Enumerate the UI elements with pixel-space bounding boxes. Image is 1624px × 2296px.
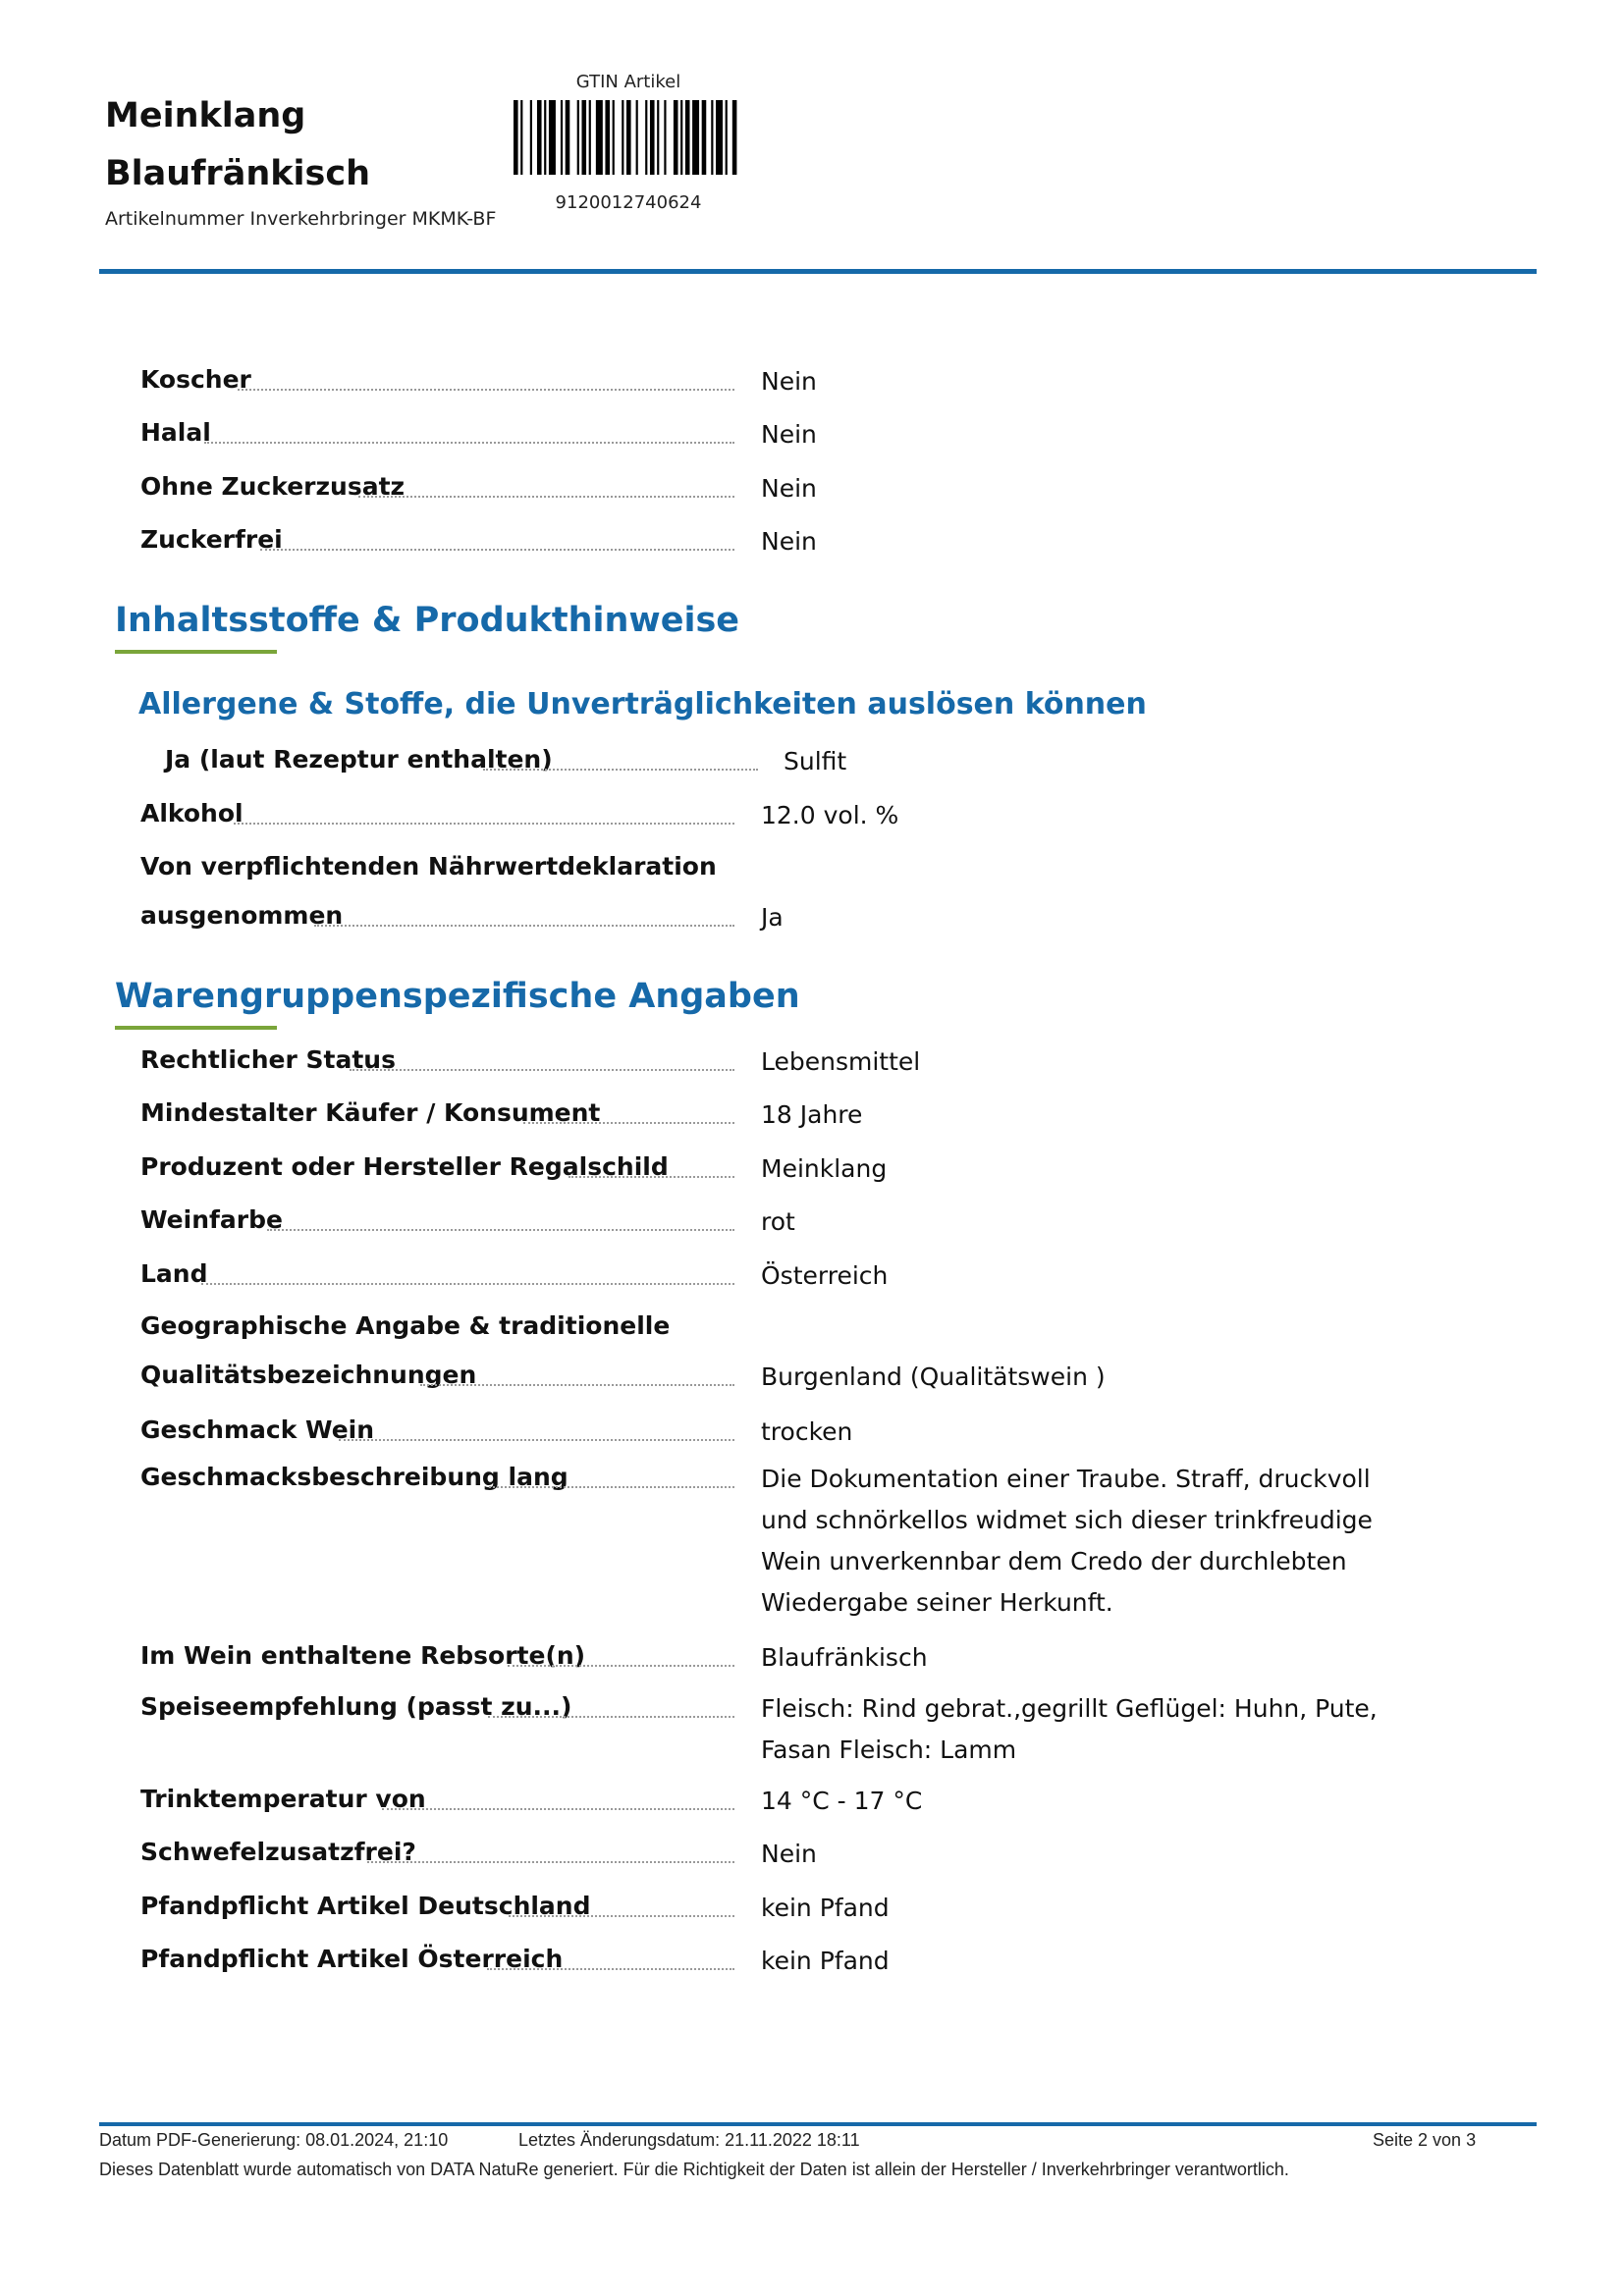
field-label: Halal	[140, 418, 211, 447]
field-row-min-age	[0, 1095, 1624, 1144]
field-value: 18 Jahre	[761, 1100, 863, 1129]
field-label: Mindestalter Käufer / Konsument	[140, 1098, 601, 1127]
leader-dots	[367, 1861, 734, 1863]
barcode-image	[514, 100, 739, 175]
subsection-title-allergens: Allergene & Stoffe, die Unverträglichkeiten auslösen können	[138, 687, 1147, 721]
barcode-bar	[626, 100, 631, 175]
field-label-line2: ausgenommen	[140, 901, 344, 930]
barcode-bar	[711, 100, 713, 175]
barcode-bar	[537, 100, 542, 175]
field-value: Nein	[761, 527, 817, 556]
field-label: Land	[140, 1259, 208, 1288]
field-value: kein Pfand	[761, 1947, 890, 1975]
barcode-bar	[561, 100, 563, 175]
leader-dots	[267, 1229, 734, 1231]
barcode-bar	[581, 100, 586, 175]
leader-dots	[358, 496, 734, 498]
field-label: Speiseempfehlung (passt zu...)	[140, 1692, 572, 1721]
field-row-country	[0, 1255, 1624, 1305]
field-label: Koscher	[140, 365, 251, 394]
field-value-line4: Wiedergabe seiner Herkunft.	[761, 1588, 1113, 1617]
footer-divider	[99, 2122, 1537, 2126]
field-label: Schwefelzusatzfrei?	[140, 1838, 416, 1866]
field-value: 12.0 vol. %	[761, 801, 899, 829]
field-label: Pfandpflicht Artikel Österreich	[140, 1945, 564, 1973]
field-label: Alkohol	[140, 799, 244, 828]
section-title-ingredients: Inhaltsstoffe & Produkthinweise	[115, 601, 740, 640]
field-value-line2: und schnörkellos widmet sich dieser trinkfreudige	[761, 1506, 1373, 1534]
section-underline	[115, 650, 277, 654]
field-value: Blaufränkisch	[761, 1643, 928, 1672]
field-row-zuckerfrei	[0, 521, 1624, 570]
barcode-bar	[566, 100, 570, 175]
leader-dots	[488, 1716, 734, 1718]
field-value: Nein	[761, 367, 817, 396]
barcode-bar	[577, 100, 579, 175]
field-label-line2: Qualitätsbezeichnungen	[140, 1361, 477, 1389]
field-value-line1: Fleisch: Rind gebrat.,gegrillt Geflügel: Huhn, Pute,	[761, 1694, 1378, 1723]
field-label-line1: Geographische Angabe & traditionelle	[140, 1311, 671, 1340]
leader-dots	[260, 549, 734, 551]
footer-disclaimer: Dieses Datenblatt wurde automatisch von DATA NatuRe generiert. Für die Richtigkeit der Daten ist allein der Hersteller / Inverkehrbringer verantwortlich.	[99, 2160, 1289, 2179]
field-value-line2: Fasan Fleisch: Lamm	[761, 1735, 1017, 1764]
barcode-bar	[589, 100, 591, 175]
field-label: Trinktemperatur von	[140, 1785, 426, 1813]
leader-dots	[489, 1486, 734, 1488]
field-row-food-pairing	[0, 1688, 1624, 1777]
footer-generation-date: Datum PDF-Generierung: 08.01.2024, 21:10	[99, 2130, 449, 2150]
gtin-label: GTIN Artikel	[575, 72, 681, 92]
barcode-bar	[549, 100, 556, 175]
field-label: Ohne Zuckerzusatz	[140, 472, 406, 501]
leader-dots	[201, 1283, 734, 1285]
field-value: Burgenland (Qualitätswein )	[761, 1362, 1106, 1391]
barcode-bar	[596, 100, 603, 175]
field-row-nutrition-exempt	[0, 848, 1624, 946]
barcode-bar	[613, 100, 615, 175]
barcode-bar	[680, 100, 682, 175]
field-row-koscher	[0, 361, 1624, 410]
field-row-allergens	[0, 741, 1624, 790]
field-row-legal-status	[0, 1041, 1624, 1091]
field-value: Sulfit	[784, 747, 847, 775]
field-value: 14 °C - 17 °C	[761, 1787, 923, 1815]
field-value: Meinklang	[761, 1154, 888, 1183]
leader-dots	[238, 389, 734, 391]
leader-dots	[382, 1808, 734, 1810]
barcode-bar	[514, 100, 518, 175]
section-underline	[115, 1026, 277, 1030]
leader-dots	[339, 1439, 734, 1441]
leader-dots	[350, 1069, 734, 1071]
barcode-bar	[726, 100, 728, 175]
field-label: Geschmack Wein	[140, 1415, 375, 1444]
field-row-drinking-temperature	[0, 1781, 1624, 1830]
field-value: Nein	[761, 474, 817, 503]
field-row-grape-variety	[0, 1637, 1624, 1686]
field-row-geographic	[0, 1308, 1624, 1406]
barcode-bar	[685, 100, 690, 175]
field-value: Nein	[761, 420, 817, 449]
field-label: Weinfarbe	[140, 1205, 283, 1234]
article-number: Artikelnummer Inverkehrbringer MKMK-BF	[105, 208, 497, 230]
barcode-bar	[692, 100, 699, 175]
barcode-bar	[732, 100, 737, 175]
field-label-line1: Von verpflichtenden Nährwertdeklaration	[140, 852, 717, 881]
leader-dots	[483, 769, 758, 771]
field-row-ohne-zuckerzusatz	[0, 468, 1624, 517]
footer-page-number: Seite 2 von 3	[1373, 2130, 1477, 2150]
barcode-bar	[605, 100, 610, 175]
field-value: Lebensmittel	[761, 1047, 921, 1076]
leader-dots	[234, 823, 734, 825]
field-value: kein Pfand	[761, 1894, 890, 1922]
leader-dots	[568, 1176, 734, 1178]
field-row-halal	[0, 414, 1624, 463]
field-label: Ja (laut Rezeptur enthalten)	[165, 745, 553, 774]
barcode-bar	[674, 100, 678, 175]
field-label: Geschmacksbeschreibung lang	[140, 1463, 568, 1491]
field-row-deposit-austria	[0, 1941, 1624, 1990]
barcode-bar	[650, 100, 655, 175]
product-name-line2: Blaufränkisch	[105, 154, 371, 193]
leader-dots	[523, 1122, 734, 1124]
barcode-bar	[702, 100, 707, 175]
field-row-sulfite-free	[0, 1834, 1624, 1883]
barcode-bar	[520, 100, 522, 175]
field-value: Nein	[761, 1840, 817, 1868]
product-name-line1: Meinklang	[105, 96, 306, 135]
barcode-bar	[622, 100, 623, 175]
gtin-number: 9120012740624	[555, 192, 702, 213]
barcode-bar	[636, 100, 638, 175]
field-value: Österreich	[761, 1261, 889, 1290]
leader-dots	[314, 925, 734, 927]
field-value: rot	[761, 1207, 795, 1236]
barcode-bar	[544, 100, 546, 175]
barcode-bar	[645, 100, 647, 175]
leader-dots	[487, 1968, 734, 1970]
field-row-alkohol	[0, 795, 1624, 844]
barcode-bar	[716, 100, 723, 175]
header-divider	[99, 269, 1537, 274]
field-label: Produzent oder Hersteller Regalschild	[140, 1152, 669, 1181]
field-value: trocken	[761, 1417, 853, 1446]
field-value-line3: Wein unverkennbar dem Credo der durchlebten	[761, 1547, 1347, 1575]
barcode-bar	[657, 100, 659, 175]
field-row-deposit-germany	[0, 1888, 1624, 1937]
field-value: Ja	[761, 903, 784, 932]
field-row-taste	[0, 1412, 1624, 1461]
field-label: Im Wein enthaltene Rebsorte(n)	[140, 1641, 586, 1670]
field-row-taste-description	[0, 1459, 1624, 1630]
barcode-bar	[664, 100, 666, 175]
leader-dots	[509, 1915, 734, 1917]
leader-dots	[508, 1665, 734, 1667]
field-value-line1: Die Dokumentation einer Traube. Straff, druckvoll	[761, 1465, 1371, 1493]
barcode-bar	[530, 100, 532, 175]
field-label: Pfandpflicht Artikel Deutschland	[140, 1892, 591, 1920]
field-label: Zuckerfrei	[140, 525, 283, 554]
footer-change-date: Letztes Änderungsdatum: 21.11.2022 18:11	[518, 2130, 860, 2150]
field-label: Rechtlicher Status	[140, 1045, 396, 1074]
leader-dots	[204, 442, 734, 444]
field-row-producer	[0, 1148, 1624, 1198]
leader-dots	[420, 1384, 734, 1386]
section-title-product-group: Warengruppenspezifische Angaben	[115, 977, 800, 1016]
field-row-wine-color	[0, 1201, 1624, 1251]
